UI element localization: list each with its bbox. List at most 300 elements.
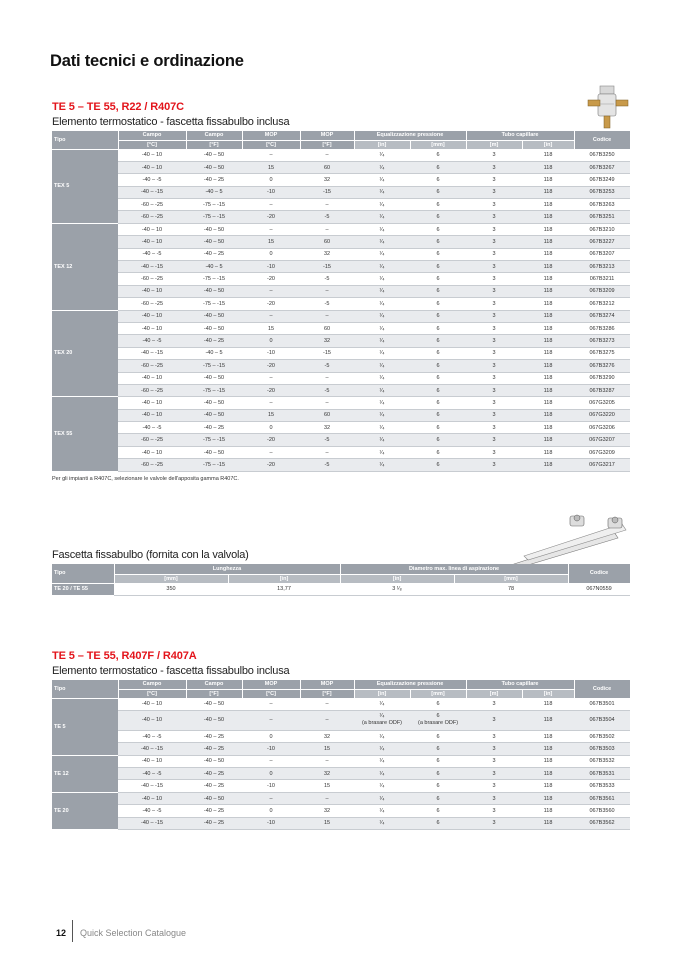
cell-tubo-in: 118 <box>522 211 574 223</box>
cell-campo-c: -60 – -25 <box>118 434 186 446</box>
col-campo-c: Campo <box>118 680 186 689</box>
cell-campo-f: -40 – 50 <box>186 310 242 322</box>
cell-tubo-m: 3 <box>466 434 522 446</box>
cell-equal-in: ¹⁄₄ <box>354 273 410 285</box>
cell-codice: 067B3212 <box>574 298 630 310</box>
table-fascetta <box>52 564 631 596</box>
cell-tubo-in: 118 <box>522 261 574 273</box>
section-title: Fascetta fissabulbo (fornita con la valvola) <box>52 549 249 561</box>
cell-tubo-m: 3 <box>466 335 522 347</box>
table-r22-r407c <box>52 131 631 472</box>
table-row <box>52 768 630 780</box>
cell-equal-mm: 6 <box>410 698 466 710</box>
cell-equal-mm: 6 <box>410 285 466 297</box>
cell-campo-f: -40 – 25 <box>186 335 242 347</box>
table-row <box>52 743 630 755</box>
cell-codice: 067B3250 <box>574 149 630 161</box>
cell-campo-c: -40 – -15 <box>118 780 186 792</box>
table-row <box>52 360 630 372</box>
table-row <box>52 161 630 173</box>
cell-equal-in: ¹⁄₄ <box>354 372 410 384</box>
cell-mop-c: -20 <box>242 211 300 223</box>
cell-mop-c: – <box>242 223 300 235</box>
unit-tubo-in: [in] <box>522 689 574 698</box>
cell-mop-f: 60 <box>300 322 354 334</box>
cell-equal-mm: 6 <box>410 780 466 792</box>
cell-campo-c: -60 – -25 <box>118 459 186 471</box>
cell-equal-in: ¹⁄₄ <box>354 347 410 359</box>
cell-campo-c: -40 – -15 <box>118 261 186 273</box>
cell-campo-f: -40 – 5 <box>186 186 242 198</box>
cell-campo-c: -40 – 10 <box>118 372 186 384</box>
section-title: TE 5 – TE 55, R22 / R407C <box>52 101 185 113</box>
cell-equal-in: ¹⁄₄ <box>354 434 410 446</box>
cell-campo-c: -40 – 10 <box>118 698 186 710</box>
group-label: TEX 20 <box>52 310 118 397</box>
cell-equal-in: ¹⁄₄ <box>354 817 410 829</box>
col-tubo-capillare: Tubo capillare <box>466 131 574 140</box>
cell-tubo-in: 118 <box>522 347 574 359</box>
cell-tubo-m: 3 <box>466 422 522 434</box>
cell-l-in: 13,77 <box>228 583 340 595</box>
cell-tubo-in: 118 <box>522 409 574 421</box>
cell-campo-c: -40 – -5 <box>118 730 186 742</box>
cell-equal-mm: 6 <box>410 360 466 372</box>
cell-tubo-m: 3 <box>466 384 522 396</box>
cell-tubo-m: 3 <box>466 174 522 186</box>
cell-l-mm: 350 <box>114 583 228 595</box>
cell-mop-f: 32 <box>300 248 354 260</box>
cell-codice: 067B3263 <box>574 199 630 211</box>
cell-codice: 067B3267 <box>574 161 630 173</box>
cell-campo-f: -75 – -15 <box>186 434 242 446</box>
cell-mop-c: – <box>242 397 300 409</box>
cell-codice: 067B3274 <box>574 310 630 322</box>
cell-mop-c: -20 <box>242 273 300 285</box>
cell-tubo-in: 118 <box>522 285 574 297</box>
cell-tubo-m: 3 <box>466 710 522 730</box>
cell-equal-mm: 6 <box>410 805 466 817</box>
cell-mop-f: – <box>300 285 354 297</box>
cell-campo-f: -40 – 5 <box>186 347 242 359</box>
cell-equal-mm: 6 <box>410 199 466 211</box>
cell-note: (a brasare ODF) <box>417 720 459 727</box>
cell-campo-c: -60 – -25 <box>118 211 186 223</box>
cell-codice: 067G3217 <box>574 459 630 471</box>
cell-campo-c: -40 – 10 <box>118 223 186 235</box>
cell-equal-in: ¹⁄₄ <box>354 698 410 710</box>
cell-campo-c: -40 – -15 <box>118 817 186 829</box>
table-row <box>52 710 630 730</box>
cell-campo-f: -40 – 50 <box>186 397 242 409</box>
cell-equal-in: ¹⁄₄ <box>354 322 410 334</box>
unit-campo-c: [°C] <box>118 689 186 698</box>
cell-tubo-in: 118 <box>522 730 574 742</box>
cell-tubo-m: 3 <box>466 211 522 223</box>
cell-tubo-m: 3 <box>466 755 522 767</box>
cell-campo-c: -40 – 10 <box>118 792 186 804</box>
section-subtitle: Elemento termostatico - fascetta fissabulbo inclusa <box>52 665 290 677</box>
cell-equal-in: ¹⁄₄ <box>354 149 410 161</box>
cell-mop-f: -5 <box>300 459 354 471</box>
cell-campo-f: -40 – 25 <box>186 174 242 186</box>
unit-l-in: [in] <box>228 574 340 583</box>
footer <box>56 928 187 938</box>
cell-equal-in: ¹⁄₄ <box>354 384 410 396</box>
table-row <box>52 755 630 767</box>
unit-equal-mm: [mm] <box>410 140 466 149</box>
cell-campo-f: -40 – 25 <box>186 743 242 755</box>
cell-equal-in: ¹⁄₄ <box>354 161 410 173</box>
cell-equal-mm: 6 <box>410 347 466 359</box>
cell-codice: 067G3207 <box>574 434 630 446</box>
cell-campo-c: -60 – -25 <box>118 273 186 285</box>
table-r407f-r407a <box>52 680 631 830</box>
unit-mop-c: [°C] <box>242 689 300 698</box>
cell-codice: 067B3504 <box>574 710 630 730</box>
table-row <box>52 347 630 359</box>
cell-mop-c: -10 <box>242 347 300 359</box>
cell-tubo-in: 118 <box>522 698 574 710</box>
cell-codice: 067B3290 <box>574 372 630 384</box>
cell-mop-c: -20 <box>242 360 300 372</box>
table-row <box>52 372 630 384</box>
cell-codice: 067B3503 <box>574 743 630 755</box>
cell-mop-f: – <box>300 792 354 804</box>
cell-equal-in: ¹⁄₄ <box>354 174 410 186</box>
col-mop-f: MOP <box>300 680 354 689</box>
cell-mop-f: – <box>300 372 354 384</box>
cell-equal-in: ¹⁄₄ <box>354 730 410 742</box>
cell-equal-in: ¹⁄₄ <box>354 422 410 434</box>
cell-codice: 067B3211 <box>574 273 630 285</box>
cell-equal-mm: 6 <box>410 223 466 235</box>
cell-tubo-in: 118 <box>522 298 574 310</box>
table-row <box>52 730 630 742</box>
unit-tubo-in: [in] <box>522 140 574 149</box>
table-row <box>52 273 630 285</box>
cell-value: 6 <box>436 713 440 720</box>
cell-equal-mm: 6 <box>410 372 466 384</box>
cell-tubo-m: 3 <box>466 768 522 780</box>
group-label: TEX 55 <box>52 397 118 471</box>
cell-campo-c: -60 – -25 <box>118 298 186 310</box>
col-tipo: Tipo <box>52 131 118 149</box>
table-row <box>52 817 630 829</box>
cell-mop-f: -5 <box>300 384 354 396</box>
cell-tubo-m: 3 <box>466 397 522 409</box>
table-row <box>52 583 630 595</box>
cell-campo-f: -75 – -15 <box>186 199 242 211</box>
cell-mop-f: – <box>300 446 354 458</box>
table-row <box>52 236 630 248</box>
page-number: 12 <box>56 928 67 938</box>
cell-tubo-in: 118 <box>522 335 574 347</box>
cell-campo-f: -40 – 50 <box>186 161 242 173</box>
table-row <box>52 792 630 804</box>
cell-campo-f: -40 – 50 <box>186 223 242 235</box>
cell-equal-mm: 6 <box>410 298 466 310</box>
unit-tubo-m: [m] <box>466 689 522 698</box>
cell-equal-in: ¹⁄₄ <box>354 310 410 322</box>
cell-mop-f: 32 <box>300 768 354 780</box>
unit-tubo-m: [m] <box>466 140 522 149</box>
cell-tubo-in: 118 <box>522 236 574 248</box>
cell-campo-f: -40 – 5 <box>186 261 242 273</box>
cell-equal-in: ¹⁄₄ <box>354 459 410 471</box>
cell-mop-c: 15 <box>242 161 300 173</box>
cell-equal-mm: 6 <box>410 236 466 248</box>
cell-equal-mm: 6 <box>410 322 466 334</box>
cell-campo-c: -40 – 10 <box>118 409 186 421</box>
cell-tubo-in: 118 <box>522 149 574 161</box>
cell-codice: 067G3220 <box>574 409 630 421</box>
cell-campo-f: -75 – -15 <box>186 360 242 372</box>
cell-codice: 067B3210 <box>574 223 630 235</box>
cell-tubo-m: 3 <box>466 730 522 742</box>
cell-mop-c: 0 <box>242 730 300 742</box>
cell-equal-in: ¹⁄₄ <box>354 805 410 817</box>
cell-mop-f: -15 <box>300 261 354 273</box>
cell-tubo-m: 3 <box>466 459 522 471</box>
cell-tubo-in: 118 <box>522 710 574 730</box>
table-row <box>52 285 630 297</box>
cell-tubo-m: 3 <box>466 248 522 260</box>
cell-campo-f: -75 – -15 <box>186 459 242 471</box>
cell-equal-in: ¹⁄₄ <box>354 335 410 347</box>
cell-campo-c: -40 – -5 <box>118 174 186 186</box>
cell-tubo-m: 3 <box>466 817 522 829</box>
unit-mop-f: [°F] <box>300 140 354 149</box>
cell-mop-c: 0 <box>242 805 300 817</box>
col-codice: Codice <box>568 564 630 583</box>
cell-mop-c: – <box>242 792 300 804</box>
cell-campo-c: -60 – -25 <box>118 384 186 396</box>
group-label: TEX 5 <box>52 149 118 223</box>
cell-tubo-m: 3 <box>466 186 522 198</box>
unit-equal-in: [in] <box>354 689 410 698</box>
cell-mop-c: -10 <box>242 186 300 198</box>
cell-campo-f: -40 – 25 <box>186 780 242 792</box>
cell-campo-f: -40 – 50 <box>186 755 242 767</box>
cell-tubo-in: 118 <box>522 422 574 434</box>
table-row <box>52 397 630 409</box>
cell-equal-mm: 6 <box>410 273 466 285</box>
table-row <box>52 446 630 458</box>
cell-mop-c: 15 <box>242 322 300 334</box>
cell-equal-mm: 6 <box>410 768 466 780</box>
cell-campo-c: -40 – 10 <box>118 149 186 161</box>
cell-equal-in: ¹⁄₄ <box>354 285 410 297</box>
cell-tubo-in: 118 <box>522 223 574 235</box>
cell-campo-c: -40 – 10 <box>118 446 186 458</box>
cell-tubo-in: 118 <box>522 743 574 755</box>
cell-mop-c: – <box>242 310 300 322</box>
cell-mop-c: 0 <box>242 248 300 260</box>
cell-mop-f: – <box>300 397 354 409</box>
table-row <box>52 384 630 396</box>
cell-codice: 067B3562 <box>574 817 630 829</box>
cell-mop-f: – <box>300 310 354 322</box>
table-row <box>52 223 630 235</box>
cell-equal-in: ¹⁄₄ <box>354 743 410 755</box>
cell-tubo-in: 118 <box>522 817 574 829</box>
cell-tubo-m: 3 <box>466 310 522 322</box>
cell-tubo-in: 118 <box>522 310 574 322</box>
cell-equal-in: ¹⁄₄ <box>354 780 410 792</box>
col-mop-c: MOP <box>242 680 300 689</box>
catalogue-name: Quick Selection Catalogue <box>80 928 187 938</box>
cell-equal-mm: 6 <box>410 384 466 396</box>
cell-codice: 067B3275 <box>574 347 630 359</box>
cell-codice: 067N0559 <box>568 583 630 595</box>
cell-codice: 067B3561 <box>574 792 630 804</box>
cell-equal-mm: 6 <box>410 743 466 755</box>
cell-tubo-m: 3 <box>466 698 522 710</box>
cell-equal-in: ¹⁄₄ <box>354 236 410 248</box>
unit-d-mm: [mm] <box>454 574 568 583</box>
table-row <box>52 199 630 211</box>
cell-codice: 067G3209 <box>574 446 630 458</box>
table-row <box>52 261 630 273</box>
cell-equal-mm: 6 <box>410 446 466 458</box>
group-label: TE 20 <box>52 792 118 829</box>
cell-mop-c: – <box>242 285 300 297</box>
cell-campo-c: -40 – -15 <box>118 186 186 198</box>
cell-mop-c: – <box>242 372 300 384</box>
cell-equal-mm: 6 <box>410 755 466 767</box>
table-row <box>52 698 630 710</box>
cell-mop-f: -5 <box>300 273 354 285</box>
cell-campo-c: -60 – -25 <box>118 360 186 372</box>
unit-campo-c: [°C] <box>118 140 186 149</box>
table-row <box>52 149 630 161</box>
cell-tipo: TE 20 / TE 55 <box>52 583 114 595</box>
cell-codice: 067B3533 <box>574 780 630 792</box>
cell-tubo-m: 3 <box>466 805 522 817</box>
cell-equal-mm: 6 <box>410 397 466 409</box>
cell-mop-f: 60 <box>300 161 354 173</box>
cell-equal-mm: 6 <box>410 174 466 186</box>
cell-equal-mm: 6 <box>410 149 466 161</box>
cell-mop-f: -15 <box>300 186 354 198</box>
cell-tubo-in: 118 <box>522 186 574 198</box>
cell-campo-c: -60 – -25 <box>118 199 186 211</box>
cell-mop-c: – <box>242 710 300 730</box>
col-campo-f: Campo <box>186 131 242 140</box>
cell-mop-f: -5 <box>300 298 354 310</box>
cell-codice: 067B3532 <box>574 755 630 767</box>
cell-equal-in: ¹⁄₄ <box>354 248 410 260</box>
cell-note: (a brasare ODF) <box>361 720 403 727</box>
cell-campo-f: -40 – 25 <box>186 817 242 829</box>
cell-campo-f: -75 – -15 <box>186 298 242 310</box>
section-r22-r407c <box>52 101 630 482</box>
section-subtitle: Elemento termostatico - fascetta fissabulbo inclusa <box>52 116 290 128</box>
cell-equal-mm: 6 <box>410 730 466 742</box>
table-row <box>52 459 630 471</box>
table-row <box>52 780 630 792</box>
cell-equal-mm: 6 <box>410 310 466 322</box>
cell-codice: 067B3276 <box>574 360 630 372</box>
table-row <box>52 322 630 334</box>
cell-mop-f: 60 <box>300 409 354 421</box>
cell-campo-f: -40 – 50 <box>186 236 242 248</box>
cell-campo-f: -40 – 25 <box>186 422 242 434</box>
cell-mop-c: 15 <box>242 409 300 421</box>
col-equalizzazione: Equalizzazione pressione <box>354 131 466 140</box>
cell-mop-f: -15 <box>300 347 354 359</box>
cell-campo-f: -75 – -15 <box>186 211 242 223</box>
cell-mop-f: – <box>300 755 354 767</box>
cell-codice: 067B3273 <box>574 335 630 347</box>
footer-divider <box>72 920 73 942</box>
cell-mop-f: -5 <box>300 211 354 223</box>
cell-campo-c: -40 – -5 <box>118 768 186 780</box>
cell-mop-f: 15 <box>300 780 354 792</box>
page-title: Dati tecnici e ordinazione <box>50 52 244 70</box>
cell-tubo-in: 118 <box>522 360 574 372</box>
cell-tubo-in: 118 <box>522 397 574 409</box>
cell-mop-c: -20 <box>242 459 300 471</box>
table-row <box>52 298 630 310</box>
cell-mop-c: – <box>242 199 300 211</box>
cell-tubo-m: 3 <box>466 273 522 285</box>
cell-tubo-in: 118 <box>522 780 574 792</box>
cell-codice: 067B3213 <box>574 261 630 273</box>
cell-equal-mm: 6 <box>410 409 466 421</box>
cell-tubo-in: 118 <box>522 446 574 458</box>
col-equalizzazione: Equalizzazione pressione <box>354 680 466 689</box>
cell-campo-c: -40 – 10 <box>118 397 186 409</box>
cell-mop-c: – <box>242 698 300 710</box>
col-tipo: Tipo <box>52 680 118 698</box>
cell-tubo-m: 3 <box>466 149 522 161</box>
col-lunghezza: Lunghezza <box>114 564 340 574</box>
cell-campo-f: -40 – 25 <box>186 768 242 780</box>
cell-mop-f: – <box>300 149 354 161</box>
cell-tubo-m: 3 <box>466 409 522 421</box>
cell-equal-in: ¹⁄₄ <box>354 397 410 409</box>
cell-tubo-m: 3 <box>466 223 522 235</box>
cell-value: ¹⁄₄ <box>379 713 385 720</box>
cell-tubo-in: 118 <box>522 199 574 211</box>
cell-campo-c: -40 – 10 <box>118 285 186 297</box>
cell-campo-c: -40 – 10 <box>118 710 186 730</box>
cell-campo-c: -40 – -15 <box>118 743 186 755</box>
cell-tubo-in: 118 <box>522 459 574 471</box>
cell-campo-f: -40 – 50 <box>186 372 242 384</box>
cell-equal-in: ¹⁄₄ <box>354 360 410 372</box>
cell-tubo-in: 118 <box>522 161 574 173</box>
cell-tubo-in: 118 <box>522 322 574 334</box>
table-row <box>52 409 630 421</box>
cell-tubo-in: 118 <box>522 434 574 446</box>
cell-tubo-m: 3 <box>466 199 522 211</box>
cell-tubo-in: 118 <box>522 372 574 384</box>
cell-campo-f: -40 – 50 <box>186 446 242 458</box>
cell-campo-c: -40 – 10 <box>118 161 186 173</box>
cell-codice: 067B3207 <box>574 248 630 260</box>
col-campo-f: Campo <box>186 680 242 689</box>
section-fascetta <box>52 549 630 596</box>
cell-mop-f: – <box>300 199 354 211</box>
cell-codice: 067B3249 <box>574 174 630 186</box>
table-row <box>52 310 630 322</box>
cell-campo-c: -40 – -15 <box>118 347 186 359</box>
cell-mop-c: 0 <box>242 174 300 186</box>
cell-campo-c: -40 – 10 <box>118 236 186 248</box>
